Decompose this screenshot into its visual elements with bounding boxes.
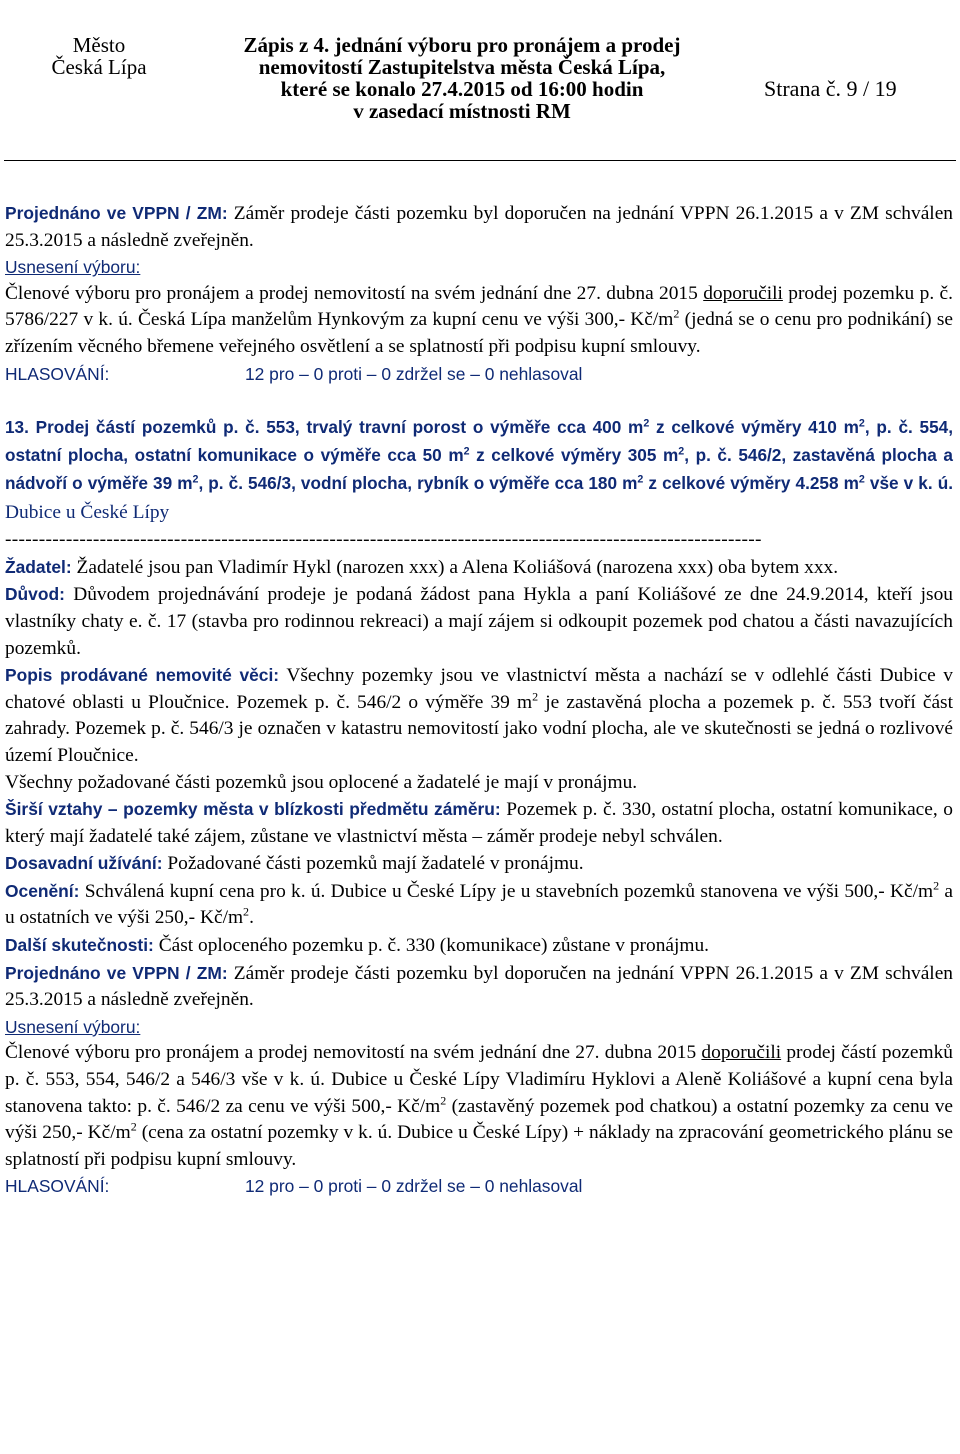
usneseni-doporucili: doporučili bbox=[701, 1042, 782, 1064]
item-13-heading bbox=[5, 413, 953, 527]
title-line-2: nemovitostí Zastupitelstva města Česká Lípa, bbox=[258, 55, 666, 79]
city-line-1: Město bbox=[72, 33, 126, 57]
projednano-label: Projednáno ve VPPN / ZM: bbox=[5, 962, 228, 983]
page-number: Strana č. 9 / 19 bbox=[764, 76, 897, 101]
oceneni-sup: 2 bbox=[243, 905, 250, 919]
oceneni-sup: 2 bbox=[933, 878, 940, 893]
popis-sup: 2 bbox=[532, 689, 539, 704]
usneseni-text bbox=[5, 1040, 953, 1173]
popis-text-1: Všechny pozemky jsou ve vlastnictví města a nachází se v odlehlé části Dubice v chatové oblasti u Ploučnice. Pozemek p. č. 546/2 o výměře 39 m bbox=[5, 665, 953, 713]
heading-part: z celkové výměry 305 m bbox=[469, 445, 679, 466]
heading-part: vše v k. ú. bbox=[864, 473, 953, 494]
duvod bbox=[5, 581, 953, 662]
popis bbox=[5, 662, 953, 769]
spacer bbox=[5, 387, 953, 413]
projednano-label: Projednáno ve VPPN / ZM: bbox=[5, 203, 228, 223]
popis-label: Popis prodávané nemovité věci: bbox=[5, 665, 280, 686]
heading-sup: 2 bbox=[858, 473, 865, 486]
dosavadni-label: Dosavadní užívání: bbox=[5, 853, 163, 874]
prev-usneseni-label: Usnesení výboru: bbox=[5, 257, 141, 278]
sirsi-vztahy bbox=[5, 796, 953, 850]
heading-part: z celkové výměry 410 m bbox=[649, 417, 859, 438]
page-header bbox=[4, 34, 954, 122]
title-line-4: v zasedací místnosti RM bbox=[353, 99, 571, 123]
heading-location: Dubice u České Lípy bbox=[5, 502, 170, 524]
usneseni-label: Usnesení výboru: bbox=[5, 1016, 141, 1037]
heading-sup: 2 bbox=[858, 417, 865, 430]
heading-sup: 2 bbox=[643, 417, 650, 430]
prev-projednano bbox=[5, 200, 953, 254]
heading-sup: 2 bbox=[637, 473, 644, 486]
zadatel-text: Žadatelé jsou pan Vladimír Hykl (narozen xxx) a Alena Koliášová (narozena xxx) oba bytem xxx. bbox=[71, 556, 839, 578]
zadatel bbox=[5, 554, 953, 582]
document-body bbox=[5, 200, 953, 1200]
dalsi-text: Část oploceného pozemku p. č. 330 (komunikace) zůstane v pronájmu. bbox=[153, 935, 710, 957]
hlasovani-value: 12 pro – 0 proti – 0 zdržel se – 0 nehlasoval bbox=[245, 1176, 583, 1197]
hlasovani-label: HLASOVÁNÍ: bbox=[5, 1176, 110, 1197]
header-divider bbox=[4, 160, 956, 161]
heading-sup: 2 bbox=[678, 445, 685, 458]
usneseni-sup: 2 bbox=[673, 306, 680, 321]
oceneni-text-1: Schválená kupní cena pro k. ú. Dubice u České Lípy je u stavebních pozemků stanovena ve výši 500,- Kč/m bbox=[79, 880, 934, 902]
zadatel-label: Žadatel: bbox=[5, 556, 72, 577]
city-line-2: Česká Lípa bbox=[51, 55, 147, 79]
prev-usneseni-text bbox=[5, 281, 953, 361]
vsechny: Všechny požadované části pozemků jsou oplocené a žadatelé je mají v pronájmu. bbox=[5, 771, 638, 793]
projednano-text: Záměr prodeje části pozemku byl doporučen na jednání VPPN 26.1.2015 a v ZM schválen 25.3.2015 a následně zveřejněn. bbox=[5, 962, 953, 1011]
title-line-3: které se konalo 27.4.2015 od 16:00 hodin bbox=[280, 77, 644, 101]
projednano-text: Záměr prodeje části pozemku byl doporučen na jednání VPPN 26.1.2015 a v ZM schválen 25.3.2015 a následně zveřejněn. bbox=[5, 203, 953, 251]
heading-sup: 2 bbox=[463, 445, 470, 458]
usneseni-text-2: prodej pozemku p. č. 5786/227 v k. ú. Česká Lípa manželům Hynkovým za kupní cenu ve výši 300,- Kč/m bbox=[5, 282, 953, 331]
dosavadni bbox=[5, 850, 953, 878]
dosavadni-text: Požadované části pozemků mají žadatelé v pronájmu. bbox=[162, 853, 584, 875]
duvod-label: Důvod: bbox=[5, 584, 65, 605]
heading-part: , p. č. 546/3, vodní plocha, rybník o výměře cca 180 m bbox=[198, 473, 638, 494]
hlasovani-value: 12 pro – 0 proti – 0 zdržel se – 0 nehlasoval bbox=[245, 363, 583, 384]
sirsi-text: Pozemek p. č. 330, ostatní plocha, ostatní komunikace, o který mají žadatelé také zájem, zůstane ve vlastnictví města – záměr prodeje nebyl schválen. bbox=[5, 799, 953, 847]
separator-line: ---------------------------------------------------------------------------------------------------------------- bbox=[5, 529, 762, 551]
usneseni-text-2: prodej částí pozemků p. č. 553, 554, 546/2 a 546/3 vše v k. ú. Dubice u České Lípy Vladimíru Hyklovi a Aleně Koliášové a kupní cena byla stanovena takto: p. č. 546/2 za cenu ve výši 500,- Kč/m bbox=[5, 1042, 953, 1117]
duvod-text: Důvodem projednávání prodeje je podaná žádost pana Hykla a paní Koliášové ze dne 24.9.2014, kteří jsou vlastníky chaty e. č. 17 (stavba pro rodinnou rekreaci) a mají zájem si odkoupit pozemek pod chatou a části navazujících pozemků. bbox=[5, 584, 953, 659]
oceneni-text-3: . bbox=[249, 907, 254, 929]
usneseni-text-3: (jedná se o cenu pro podnikání) se zřízením věcného břemene veřejného osvětlení a se splatností při podpisu kupní smlouvy. bbox=[5, 309, 953, 357]
usneseni-text-1: Členové výboru pro pronájem a prodej nemovitostí na svém jednání dne 27. dubna 2015 bbox=[5, 1042, 702, 1064]
dalsi bbox=[5, 932, 953, 960]
heading-part: z celkové výměry 4.258 m bbox=[643, 473, 859, 494]
projednano bbox=[5, 960, 953, 1014]
usneseni-text-1: Členové výboru pro pronájem a prodej nemovitostí na svém jednání dne 27. dubna 2015 bbox=[5, 282, 704, 304]
usneseni-sup: 2 bbox=[440, 1093, 447, 1108]
heading-part: 13. Prodej částí pozemků p. č. 553, trvalý travní porost o výměře cca 400 m bbox=[5, 417, 644, 438]
oceneni bbox=[5, 878, 953, 932]
prev-hlasovani bbox=[5, 361, 953, 388]
usneseni-doporucili: doporučili bbox=[703, 282, 783, 304]
sirsi-label: Širší vztahy – pozemky města v blízkosti předmětu záměru: bbox=[5, 799, 501, 820]
heading-part: , p. č. 546/2, zastavěná plocha a nádvoří o výměře 39 m bbox=[5, 445, 953, 494]
popis-text-2: je zastavěná plocha a pozemek p. č. 553 tvoří část zahrady. Pozemek p. č. 546/3 je označen v katastru nemovitostí jako vodní plocha, ale ve skutečnosti se jedná o rozlivové území Ploučnice. bbox=[5, 691, 953, 766]
heading-sup: 2 bbox=[192, 473, 199, 486]
dalsi-label: Další skutečnosti: bbox=[5, 935, 154, 956]
usneseni-text-4: (cena za ostatní pozemky v k. ú. Dubice u České Lípy) + náklady na zpracování geometrického plánu se splatností při podpisu kupní smlouvy. bbox=[5, 1122, 953, 1170]
header-city bbox=[24, 34, 174, 78]
header-title bbox=[192, 34, 732, 122]
title-line-1: Zápis z 4. jednání výboru pro pronájem a prodej bbox=[243, 33, 681, 57]
hlasovani bbox=[5, 1173, 953, 1200]
heading-part: , p. č. 554, ostatní plocha, ostatní komunikace o výměře cca 50 m bbox=[5, 417, 953, 466]
usneseni-sup: 2 bbox=[130, 1119, 137, 1134]
oceneni-label: Ocenění: bbox=[5, 880, 80, 901]
oceneni-text-2: a u ostatních ve výši 250,- Kč/m bbox=[5, 880, 953, 929]
usneseni-text-3: (zastavěný pozemek pod chatkou) a ostatní pozemky za cenu ve výši 250,- Kč/m bbox=[5, 1095, 953, 1144]
hlasovani-label: HLASOVÁNÍ: bbox=[5, 363, 110, 384]
